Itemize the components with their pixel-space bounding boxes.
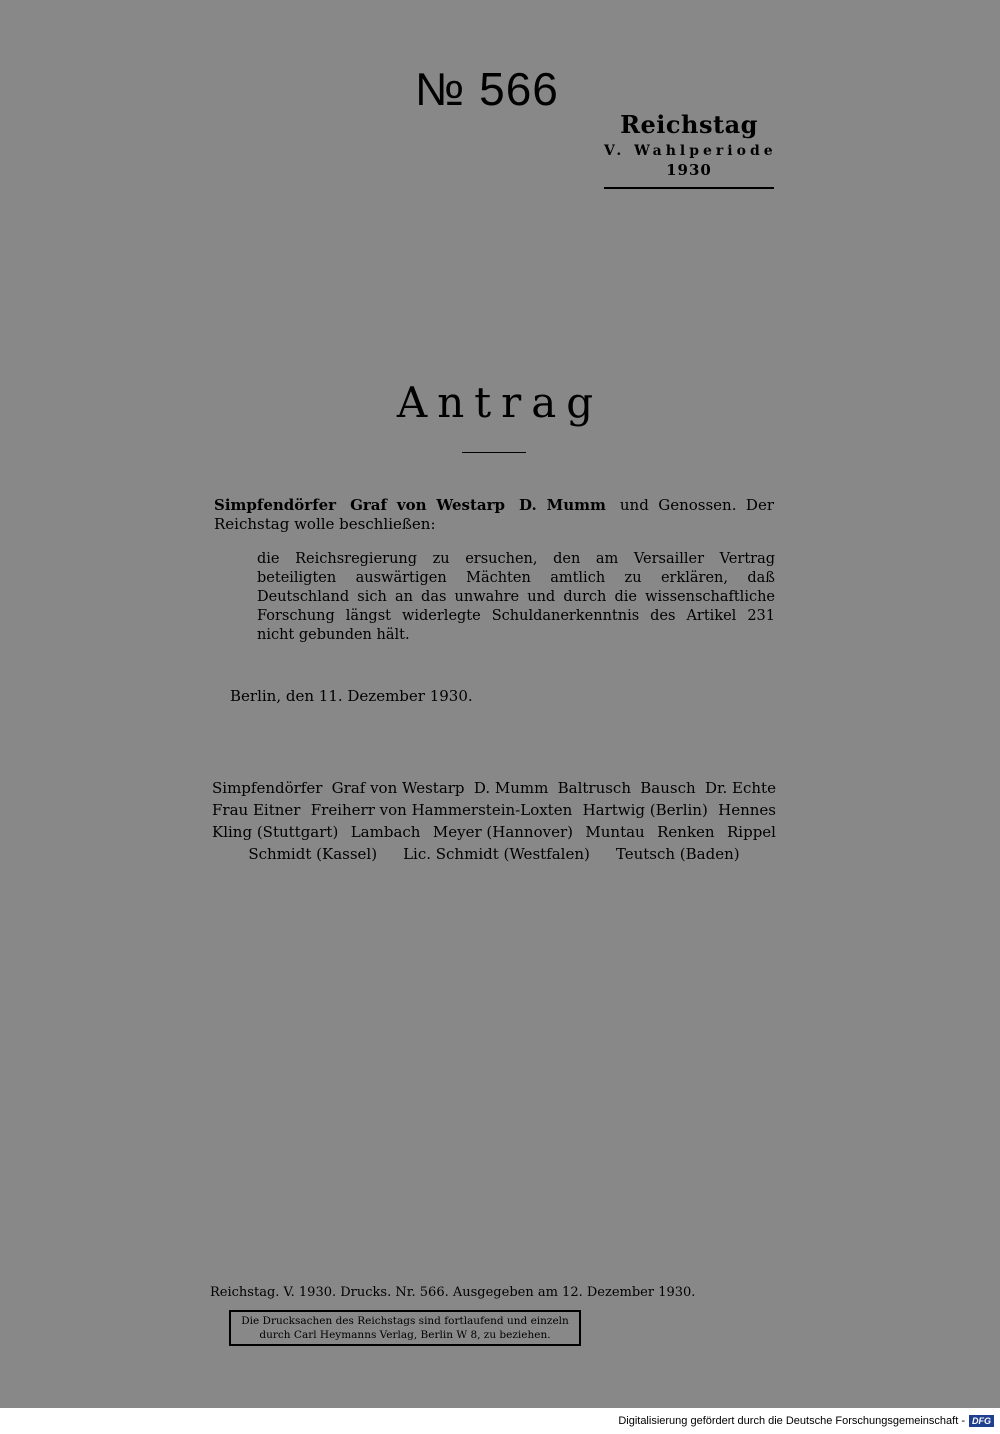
publisher-line-1: Die Drucksachen des Reichstags sind fortlaufend und einzeln — [241, 1315, 569, 1327]
signatory: D. Mumm — [473, 779, 549, 797]
signatory: Lambach — [350, 823, 421, 841]
place-date: Berlin, den 11. Dezember 1930. — [230, 687, 473, 705]
document-number: № 566 — [415, 63, 559, 115]
signatory: Hennes — [718, 801, 776, 819]
signatory: Hartwig (Berlin) — [582, 801, 708, 819]
title-rule — [462, 452, 526, 453]
signatory: Graf von Westarp — [331, 779, 465, 797]
intro-name-1: Simpfendörfer — [214, 496, 337, 514]
signatory-line — [212, 843, 776, 865]
masthead-year: 1930 — [666, 161, 712, 179]
signatory: Baltrusch — [557, 779, 631, 797]
document-title: Antrag — [396, 378, 604, 427]
credit-text: Digitalisierung gefördert durch die Deutsche Forschungsgemeinschaft - — [618, 1415, 965, 1427]
masthead-rule — [604, 187, 774, 189]
signatory: Muntau — [585, 823, 645, 841]
credit-strip — [0, 1408, 1000, 1434]
publisher-line-2: durch Carl Heymanns Verlag, Berlin W 8, zu beziehen. — [259, 1329, 551, 1341]
masthead-period: V. Wahlperiode — [604, 143, 777, 159]
signatory: Frau Eitner — [212, 801, 301, 819]
intro-name-3: D. Mumm — [519, 496, 606, 514]
signatory: Simpfendörfer — [212, 779, 323, 797]
resolution-text: die Reichsregierung zu ersuchen, den am Versailler Vertrag beteiligten auswärtigen Mächten amtlich zu erklären, daß Deutschland sich an das unwahre und durch die wissenschaftliche Forschung längst widerlegte Schuldanerkenntnis des Artikel 231 nicht gebunden hält. — [257, 551, 775, 643]
dfg-logo-icon: DFG — [969, 1415, 994, 1427]
signatory-line — [212, 799, 776, 821]
signatory: Schmidt (Kassel) — [248, 845, 378, 863]
intro-text: und Genossen. Der Reichstag wolle beschließen: — [214, 496, 774, 533]
signatory-line — [212, 777, 776, 799]
masthead — [604, 110, 777, 189]
signatory-line — [212, 821, 776, 843]
signatory: Teutsch (Baden) — [615, 845, 740, 863]
signatory: Renken — [657, 823, 715, 841]
intro-paragraph — [214, 496, 774, 534]
footer-line: Reichstag. V. 1930. Drucks. Nr. 566. Ausgegeben am 12. Dezember 1930. — [210, 1285, 696, 1300]
signatory: Freiherr von Hammerstein-Loxten — [310, 801, 573, 819]
intro-name-2: Graf von Westarp — [350, 496, 506, 514]
masthead-title: Reichstag — [620, 110, 758, 139]
signatory: Lic. Schmidt (Westfalen) — [403, 845, 590, 863]
signatory: Rippel — [727, 823, 776, 841]
publisher-box — [229, 1310, 581, 1346]
signatory: Dr. Echte — [704, 779, 776, 797]
signatories — [212, 777, 776, 865]
signatory: Meyer (Hannover) — [432, 823, 573, 841]
signatory: Bausch — [640, 779, 696, 797]
signatory: Kling (Stuttgart) — [212, 823, 339, 841]
